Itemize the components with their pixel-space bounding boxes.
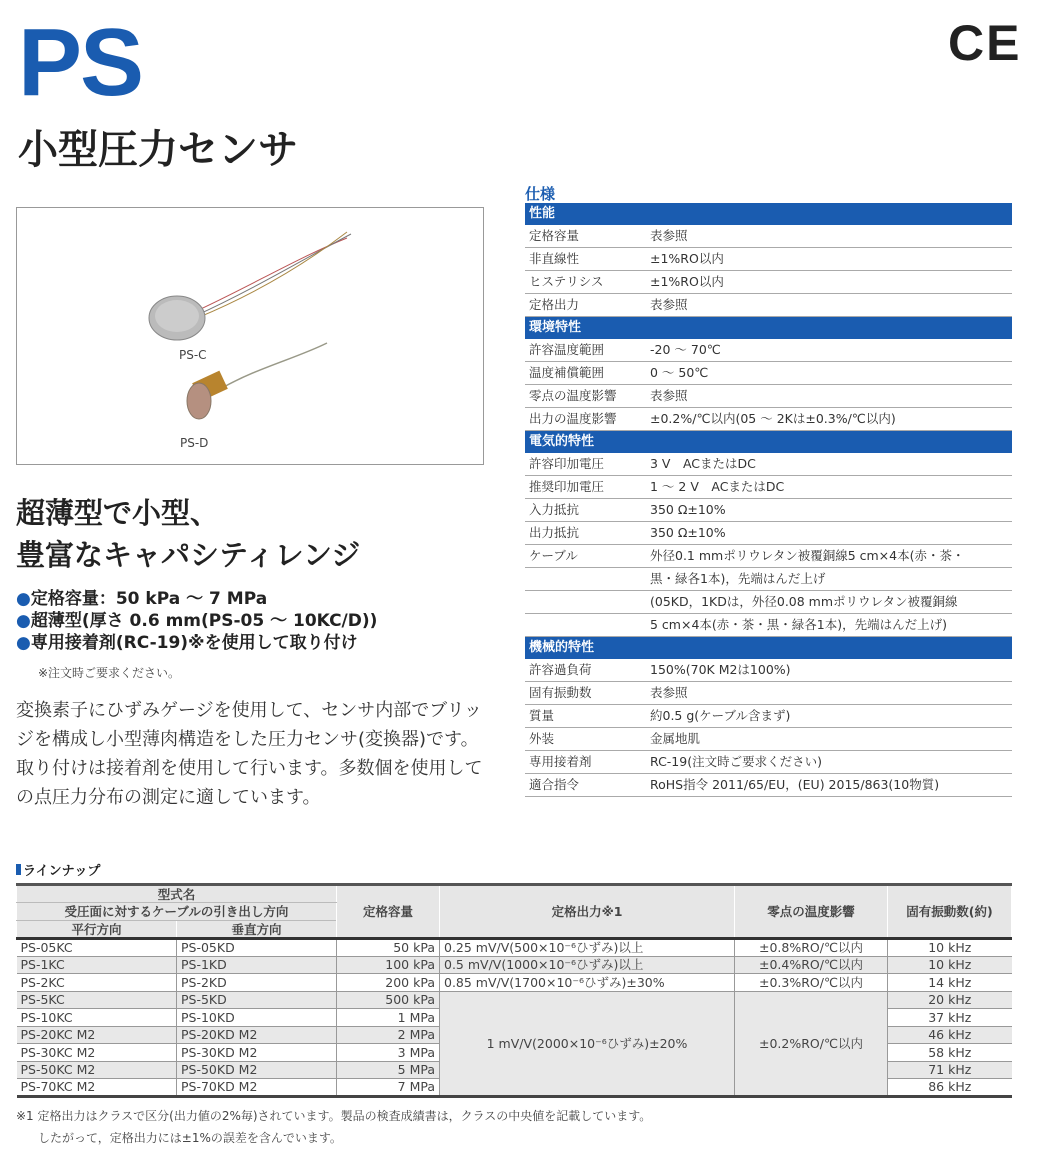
cell-output: 0.85 mV/V(1700×10⁻⁶ひずみ)±30% xyxy=(440,974,735,992)
spec-row xyxy=(525,591,1012,614)
feature-item xyxy=(16,632,377,654)
spec-value: 表参照 xyxy=(650,388,688,403)
spec-row xyxy=(525,271,1012,294)
cell-parallel-model: PS-10KC xyxy=(17,1009,177,1027)
headline xyxy=(16,492,360,576)
cell-parallel-model: PS-70KC M2 xyxy=(17,1079,177,1097)
cell-freq: 14 kHz xyxy=(888,974,1012,992)
spec-value: 350 Ω±10% xyxy=(650,525,726,540)
spec-title: 仕様 xyxy=(525,185,556,203)
spec-key: 質量 xyxy=(529,708,555,723)
description: 変換素子にひずみゲージを使用して、センサ内部でブリッジを構成し小型薄肉構造をした圧力センサ(変換器)です。取り付けは接着剤を使用して行います。多数個を使用しての点圧力分布の測定に適しています。 xyxy=(16,700,483,808)
spec-value: 3 V ACまたはDC xyxy=(650,456,756,471)
cell-parallel-model: PS-05KC xyxy=(17,939,177,957)
cell-capacity: 5 MPa xyxy=(337,1061,440,1079)
cell-vertical-model: PS-1KD xyxy=(177,956,337,974)
feature-text: 専用接着剤(RC-19)※を使用して取り付け xyxy=(30,633,358,653)
cell-vertical-model: PS-50KD M2 xyxy=(177,1061,337,1079)
cell-capacity: 7 MPa xyxy=(337,1079,440,1097)
cell-zero-temp: ±0.3%RO/℃以内 xyxy=(735,974,888,992)
cell-capacity: 2 MPa xyxy=(337,1026,440,1044)
cell-vertical-model: PS-20KD M2 xyxy=(177,1026,337,1044)
spec-value: RC-19(注文時ご要求ください) xyxy=(650,754,822,769)
spec-key: 出力の温度影響 xyxy=(529,411,617,426)
cell-parallel-model: PS-2KC xyxy=(17,974,177,992)
spec-key: 温度補償範囲 xyxy=(529,365,605,380)
spec-key: 外装 xyxy=(529,731,555,746)
spec-value: 5 cm×4本(赤・茶・黒・緑各1本)，先端はんだ上げ) xyxy=(650,617,947,632)
cell-zero-temp: ±0.4%RO/℃以内 xyxy=(735,956,888,974)
spec-row xyxy=(525,774,1012,797)
cell-zero-temp: ±0.8%RO/℃以内 xyxy=(735,939,888,957)
cell-parallel-model: PS-30KC M2 xyxy=(17,1044,177,1062)
col-model: 型式名 xyxy=(17,885,337,903)
spec-row xyxy=(525,705,1012,728)
feature-text: 定格容量：50 kPa ～ 7 MPa xyxy=(30,589,268,609)
product-photo xyxy=(16,207,484,465)
spec-key xyxy=(525,614,650,636)
cell-capacity: 50 kPa xyxy=(337,939,440,957)
table-row xyxy=(17,974,1012,992)
spec-key: 許容印加電圧 xyxy=(529,456,605,471)
product-logo: PS xyxy=(18,9,143,116)
spec-key: 専用接着剤 xyxy=(529,754,592,769)
photo-label-ps-d: PS-D xyxy=(180,436,209,450)
spec-row xyxy=(525,522,1012,545)
cell-output: 0.5 mV/V(1000×10⁻⁶ひずみ)以上 xyxy=(440,956,735,974)
cell-capacity: 1 MPa xyxy=(337,1009,440,1027)
feature-item xyxy=(16,588,377,610)
feature-list xyxy=(16,588,377,654)
table-row xyxy=(17,991,1012,1009)
footnote-line: したがって，定格出力には±1%の誤差を含んでいます。 xyxy=(38,1131,342,1145)
lineup-table xyxy=(16,883,1012,1098)
spec-key: 定格容量 xyxy=(529,228,580,243)
feature-item xyxy=(16,610,377,632)
spec-row xyxy=(525,545,1012,568)
product-subtitle: 小型圧力センサ xyxy=(18,127,298,173)
spec-row xyxy=(525,499,1012,522)
spec-key: 適合指令 xyxy=(529,777,580,792)
bullet-icon: ● xyxy=(16,633,31,653)
spec-row xyxy=(525,385,1012,408)
cell-capacity: 100 kPa xyxy=(337,956,440,974)
spec-row xyxy=(525,614,1012,637)
bullet-icon: ● xyxy=(16,611,31,631)
cell-parallel-model: PS-20KC M2 xyxy=(17,1026,177,1044)
spec-row xyxy=(525,568,1012,591)
feature-text: 超薄型(厚さ 0.6 mm(PS-05 ～ 10KC/D)) xyxy=(30,611,378,631)
cell-capacity: 500 kPa xyxy=(337,991,440,1009)
bullet-note: ※注文時ご要求ください。 xyxy=(38,666,181,680)
spec-value: RoHS指令 2011/65/EU，(EU) 2015/863(10物質) xyxy=(650,777,940,792)
cell-vertical-model: PS-10KD xyxy=(177,1009,337,1027)
cell-vertical-model: PS-70KD M2 xyxy=(177,1079,337,1097)
col-zero-temp: 零点の温度影響 xyxy=(735,885,888,939)
spec-value: (05KD，1KDは，外径0.08 mmポリウレタン被覆銅線 xyxy=(650,594,958,609)
spec-row xyxy=(525,225,1012,248)
cell-freq: 10 kHz xyxy=(888,956,1012,974)
spec-value: 150%(70K M2は100%) xyxy=(650,662,791,677)
spec-section-header: 電気的特性 xyxy=(525,431,1012,453)
col-capacity: 定格容量 xyxy=(337,885,440,939)
sensor-illustration xyxy=(17,208,485,466)
spec-key: 定格出力 xyxy=(529,297,580,312)
spec-row xyxy=(525,476,1012,499)
spec-row xyxy=(525,248,1012,271)
spec-key: 固有振動数 xyxy=(529,685,592,700)
cell-zero-temp: ±0.2%RO/℃以内 xyxy=(735,991,888,1096)
cell-freq: 46 kHz xyxy=(888,1026,1012,1044)
spec-value: 1 ～ 2 V ACまたはDC xyxy=(650,479,785,494)
col-freq: 固有振動数(約) xyxy=(888,885,1012,939)
col-direction: 受圧面に対するケーブルの引き出し方向 xyxy=(17,903,337,921)
spec-value: 表参照 xyxy=(650,685,688,700)
spec-key: 零点の温度影響 xyxy=(529,388,617,403)
spec-section-header: 機械的特性 xyxy=(525,637,1012,659)
spec-row xyxy=(525,682,1012,705)
spec-value: 0 ～ 50℃ xyxy=(650,365,709,380)
headline-line: 超薄型で小型、 xyxy=(16,496,220,530)
cell-vertical-model: PS-30KD M2 xyxy=(177,1044,337,1062)
spec-key: 推奨印加電圧 xyxy=(529,479,605,494)
spec-value: 表参照 xyxy=(650,297,688,312)
cell-output: 1 mV/V(2000×10⁻⁶ひずみ)±20% xyxy=(440,991,735,1096)
spec-value: 350 Ω±10% xyxy=(650,502,726,517)
spec-value: -20 ～ 70℃ xyxy=(650,342,721,357)
cell-capacity: 3 MPa xyxy=(337,1044,440,1062)
photo-label-ps-c: PS-C xyxy=(179,348,207,362)
col-parallel: 平行方向 xyxy=(17,921,177,939)
spec-key: 許容過負荷 xyxy=(529,662,592,677)
table-row xyxy=(17,939,1012,957)
square-marker-icon xyxy=(16,864,21,875)
cell-freq: 37 kHz xyxy=(888,1009,1012,1027)
spec-value: 表参照 xyxy=(650,228,688,243)
cell-vertical-model: PS-05KD xyxy=(177,939,337,957)
cell-capacity: 200 kPa xyxy=(337,974,440,992)
spec-row xyxy=(525,294,1012,317)
lineup-title: ラインナップ xyxy=(23,864,101,879)
bullet-icon: ● xyxy=(16,589,31,609)
table-row xyxy=(17,956,1012,974)
spec-row xyxy=(525,339,1012,362)
spec-row xyxy=(525,408,1012,431)
footnote-line: ※1 定格出力はクラスで区分(出力値の2%毎)されています。製品の検査成績書は，クラスの中央値を記載しています。 xyxy=(16,1109,652,1123)
cell-parallel-model: PS-1KC xyxy=(17,956,177,974)
spec-value: 外径0.1 mmポリウレタン被覆銅線5 cm×4本(赤・茶・ xyxy=(650,548,965,563)
spec-key xyxy=(525,591,650,613)
spec-row xyxy=(525,728,1012,751)
headline-line: 豊富なキャパシティレンジ xyxy=(16,538,361,572)
spec-value: ±1%RO以内 xyxy=(650,251,724,266)
spec-section-header: 性能 xyxy=(525,203,1012,225)
col-output: 定格出力※1 xyxy=(440,885,735,939)
spec-key: 許容温度範囲 xyxy=(529,342,605,357)
spec-value: ±0.2%/℃以内(05 ～ 2Kは±0.3%/℃以内) xyxy=(650,411,896,426)
spec-key: ケーブル xyxy=(529,548,578,563)
lineup-heading xyxy=(16,860,100,879)
spec-value: 金属地肌 xyxy=(650,731,701,746)
cell-parallel-model: PS-5KC xyxy=(17,991,177,1009)
footnote xyxy=(16,1105,651,1149)
cell-vertical-model: PS-5KD xyxy=(177,991,337,1009)
cell-freq: 10 kHz xyxy=(888,939,1012,957)
cell-output: 0.25 mV/V(500×10⁻⁶ひずみ)以上 xyxy=(440,939,735,957)
cell-parallel-model: PS-50KC M2 xyxy=(17,1061,177,1079)
spec-row xyxy=(525,362,1012,385)
cell-freq: 58 kHz xyxy=(888,1044,1012,1062)
cell-freq: 20 kHz xyxy=(888,991,1012,1009)
spec-row xyxy=(525,453,1012,476)
spec-value: 黒・緑各1本)，先端はんだ上げ xyxy=(650,571,826,586)
spec-key: 非直線性 xyxy=(529,251,580,266)
spec-row xyxy=(525,659,1012,682)
col-vertical: 垂直方向 xyxy=(177,921,337,939)
ce-mark-icon: CE xyxy=(948,15,1022,71)
spec-key: ヒステリシス xyxy=(529,274,604,289)
spec-section-header: 環境特性 xyxy=(525,317,1012,339)
cell-freq: 86 kHz xyxy=(888,1079,1012,1097)
spec-row xyxy=(525,751,1012,774)
cell-freq: 71 kHz xyxy=(888,1061,1012,1079)
spec-value: 約0.5 g(ケーブル含まず) xyxy=(650,708,791,723)
spec-value: ±1%RO以内 xyxy=(650,274,724,289)
spec-key: 出力抵抗 xyxy=(529,525,580,540)
spec-key: 入力抵抗 xyxy=(529,502,580,517)
cell-vertical-model: PS-2KD xyxy=(177,974,337,992)
spec-key xyxy=(525,568,650,590)
spec-table xyxy=(525,183,1012,797)
